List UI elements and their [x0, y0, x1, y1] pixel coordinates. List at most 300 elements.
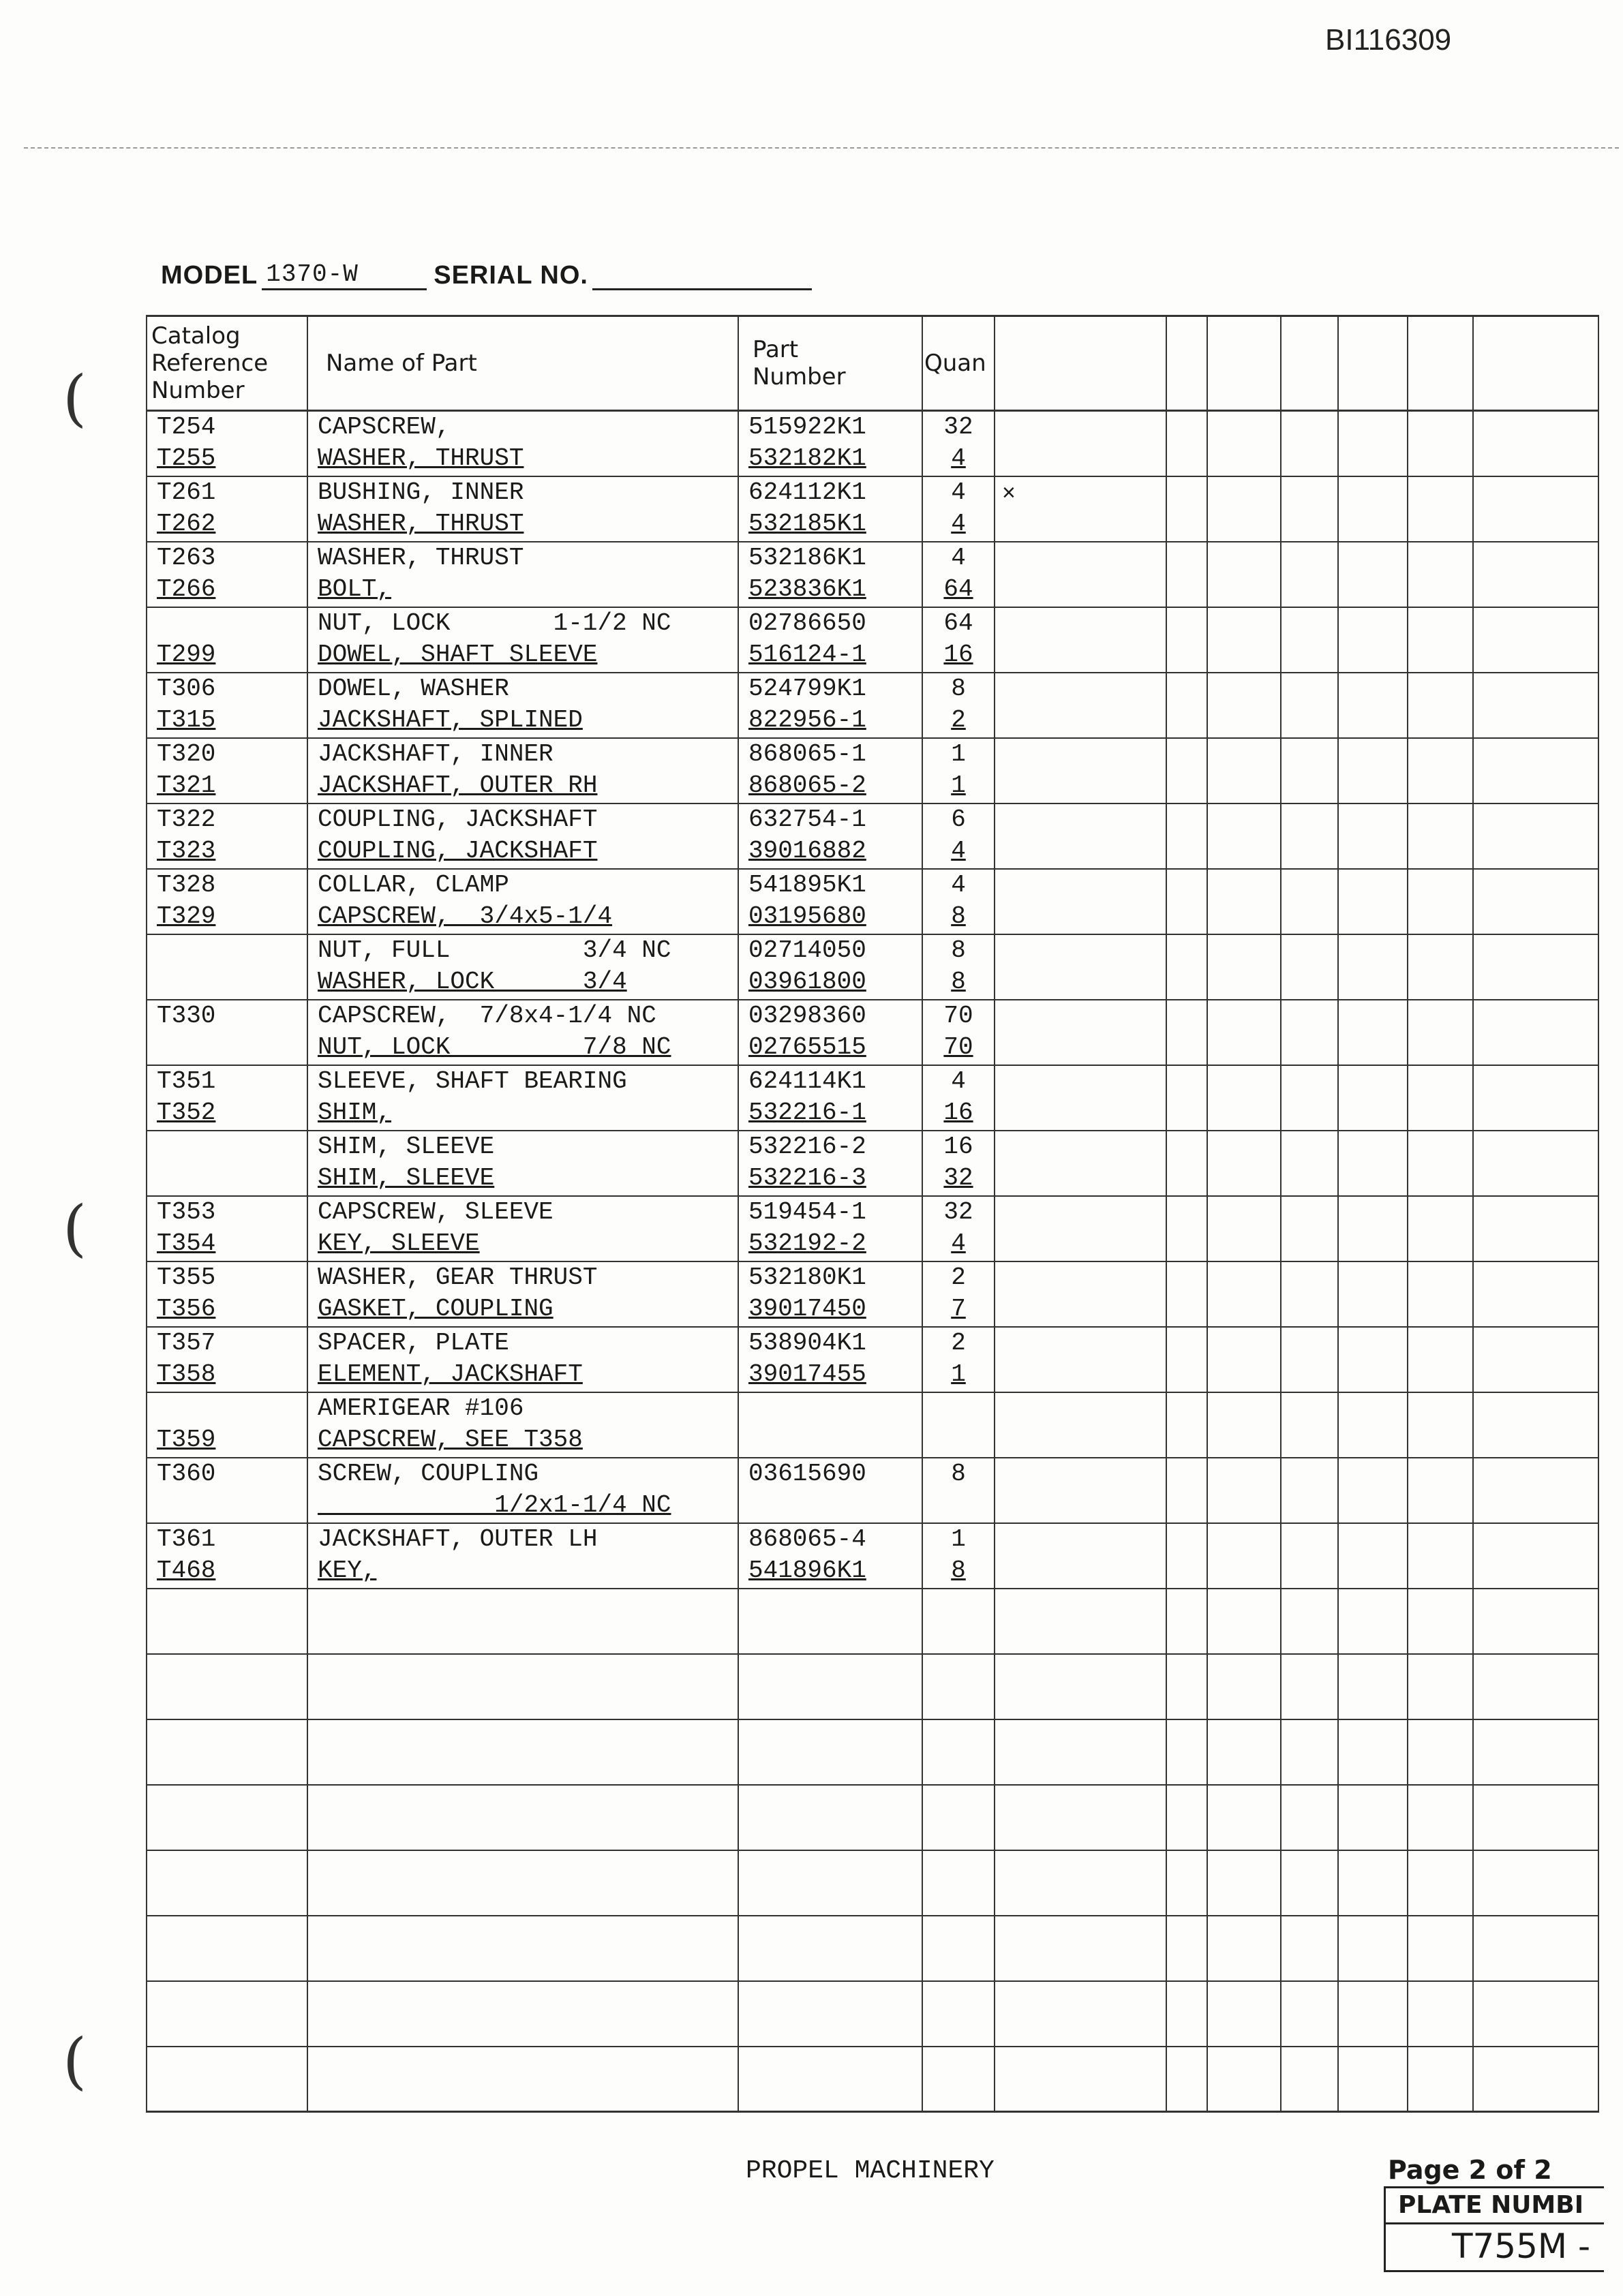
- blank-cell: [147, 1981, 307, 2047]
- quantity: 2: [951, 705, 966, 734]
- catalog-ref-cell: [147, 607, 307, 673]
- quantity-cell: [922, 934, 995, 1000]
- model-label: MODEL: [161, 261, 258, 290]
- catalog-ref: T359: [157, 1425, 216, 1454]
- part-name-cell: [307, 1261, 738, 1327]
- blank-cell: [1408, 869, 1473, 934]
- blank-cell: [147, 1850, 307, 1916]
- part-name: DOWEL, SHAFT SLEEVE: [318, 640, 598, 669]
- part-name: NUT, LOCK 1-1/2 NC: [318, 609, 671, 637]
- blank-cell: [147, 1589, 307, 1654]
- quantity: 32: [943, 1163, 973, 1192]
- blank-cell: [1207, 1261, 1281, 1327]
- part-name: WASHER, GEAR THRUST: [318, 1263, 598, 1291]
- blank-cell: [1408, 803, 1473, 869]
- table-row: [147, 1261, 1598, 1327]
- blank-cell: [1473, 934, 1598, 1000]
- empty-row: [147, 2047, 1598, 2112]
- table-row: [147, 934, 1598, 1000]
- blank-cell: [1207, 673, 1281, 738]
- part-number: 532182K1: [748, 444, 866, 472]
- quantity-cell: [922, 673, 995, 738]
- table-row: [147, 1458, 1598, 1523]
- blank-cell: [1473, 1392, 1598, 1458]
- part-name-cell: [307, 738, 738, 803]
- column-header-catalog: Catalog Reference Number: [147, 316, 307, 411]
- part-number: [739, 1490, 922, 1521]
- part-number: 39016882: [748, 836, 866, 865]
- part-number: 532186K1: [748, 543, 866, 572]
- note-cell: [995, 803, 1166, 869]
- blank-cell: [1338, 738, 1408, 803]
- part-number-cell: [738, 476, 922, 542]
- table-header-row: [147, 316, 1598, 411]
- part-number: 538904K1: [748, 1328, 866, 1357]
- table-row: [147, 673, 1598, 738]
- blank-cell: [1473, 803, 1598, 869]
- blank-cell: [1166, 1458, 1207, 1523]
- empty-row: [147, 1589, 1598, 1654]
- quantity: 64: [943, 575, 973, 603]
- blank-cell: [1281, 869, 1338, 934]
- blank-cell: [1473, 1131, 1598, 1196]
- quantity-cell: [922, 476, 995, 542]
- quantity-cell: [922, 1261, 995, 1327]
- part-name-cell: [307, 411, 738, 476]
- catalog-ref-cell: [147, 869, 307, 934]
- blank-cell: [1207, 1458, 1281, 1523]
- empty-row: [147, 1785, 1598, 1850]
- blank-cell: [1166, 934, 1207, 1000]
- part-number: 868065-2: [748, 771, 866, 799]
- quantity: 1: [951, 1525, 966, 1553]
- blank-cell: [1473, 1327, 1598, 1392]
- catalog-ref: T266: [157, 575, 216, 603]
- blank-cell: [922, 1850, 995, 1916]
- note-cell: [995, 411, 1166, 476]
- blank-cell: [1166, 1392, 1207, 1458]
- table-row: [147, 1392, 1598, 1458]
- quantity: 70: [943, 1001, 973, 1030]
- blank-cell: [1473, 1719, 1598, 1785]
- catalog-ref: T361: [157, 1525, 216, 1553]
- part-name-cell: [307, 1458, 738, 1523]
- catalog-ref: T360: [157, 1459, 216, 1488]
- catalog-ref: T358: [157, 1360, 216, 1388]
- blank-cell: [1166, 1261, 1207, 1327]
- catalog-ref: T315: [157, 705, 216, 734]
- plate-number: T755M -: [1451, 2226, 1590, 2266]
- blank-cell: [307, 1654, 738, 1719]
- blank-cell: [1281, 673, 1338, 738]
- blank-cell: [1473, 1981, 1598, 2047]
- blank-cell: [1166, 1196, 1207, 1261]
- catalog-ref-cell: [147, 1261, 307, 1327]
- blank-cell: [1207, 1654, 1281, 1719]
- part-name-cell: [307, 934, 738, 1000]
- part-number-cell: [738, 542, 922, 607]
- part-number-cell: [738, 1000, 922, 1065]
- blank-cell: [1166, 2047, 1207, 2112]
- part-name: WASHER, THRUST: [318, 543, 524, 572]
- blank-cell: [1473, 1261, 1598, 1327]
- blank-cell: [1408, 1000, 1473, 1065]
- blank-cell: [1408, 934, 1473, 1000]
- blank-cell: [1281, 1261, 1338, 1327]
- part-number: 532216-3: [748, 1163, 866, 1192]
- quantity: [923, 1424, 994, 1456]
- parts-table-body: [147, 411, 1598, 2112]
- blank-cell: [1281, 1458, 1338, 1523]
- blank-cell: [1281, 1392, 1338, 1458]
- blank-cell: [1281, 738, 1338, 803]
- catalog-ref: T354: [157, 1229, 216, 1257]
- blank-cell: [995, 1654, 1166, 1719]
- parts-table: [146, 315, 1599, 2113]
- note-cell: [995, 1196, 1166, 1261]
- blank-cell: [995, 1785, 1166, 1850]
- part-name: JACKSHAFT, OUTER RH: [318, 771, 598, 799]
- catalog-ref-cell: [147, 738, 307, 803]
- catalog-ref: T299: [157, 640, 216, 669]
- blank-cell: [1338, 1392, 1408, 1458]
- part-name-cell: [307, 476, 738, 542]
- blank-cell: [1207, 1981, 1281, 2047]
- part-number: 822956-1: [748, 705, 866, 734]
- blank-cell: [1207, 1000, 1281, 1065]
- catalog-ref: T261: [157, 478, 216, 506]
- blank-cell: [1338, 803, 1408, 869]
- blank-cell: [1338, 869, 1408, 934]
- blank-cell: [1281, 1196, 1338, 1261]
- blank-cell: [1281, 2047, 1338, 2112]
- part-number: 02714050: [748, 936, 866, 964]
- catalog-ref-cell: [147, 1196, 307, 1261]
- blank-cell: [1473, 1523, 1598, 1589]
- quantity: 4: [951, 543, 966, 572]
- blank-cell: [1473, 1000, 1598, 1065]
- quantity: 1: [951, 739, 966, 768]
- blank-cell: [1166, 803, 1207, 869]
- part-name: NUT, LOCK 7/8 NC: [318, 1032, 671, 1061]
- quantity-cell: [922, 869, 995, 934]
- catalog-ref: T306: [157, 674, 216, 703]
- blank-cell: [1338, 1000, 1408, 1065]
- blank-cell: [1408, 1392, 1473, 1458]
- part-number-cell: [738, 1392, 922, 1458]
- blank-cell: [1166, 476, 1207, 542]
- blank-cell: [1281, 1654, 1338, 1719]
- blank-cell: [1281, 476, 1338, 542]
- quantity: 64: [943, 609, 973, 637]
- blank-cell: [1338, 1785, 1408, 1850]
- blank-cell: [995, 1981, 1166, 2047]
- quantity: [923, 1490, 994, 1521]
- catalog-ref: T329: [157, 902, 216, 930]
- catalog-ref: T263: [157, 543, 216, 572]
- blank-cell: [1281, 1850, 1338, 1916]
- blank-cell: [738, 1981, 922, 2047]
- part-number: 39017455: [748, 1360, 866, 1388]
- part-number: 03298360: [748, 1001, 866, 1030]
- part-name: CAPSCREW, 3/4x5-1/4: [318, 902, 613, 930]
- serial-value: [592, 261, 812, 290]
- blank-cell: [1473, 1916, 1598, 1981]
- note-cell: [995, 934, 1166, 1000]
- blank-cell: [1281, 1523, 1338, 1589]
- section-title: PROPEL MACHINERY: [746, 2156, 995, 2186]
- catalog-ref: T321: [157, 771, 216, 799]
- catalog-ref: [147, 1163, 307, 1194]
- quantity-cell: [922, 1523, 995, 1589]
- catalog-ref-cell: [147, 1065, 307, 1131]
- part-name-cell: [307, 1000, 738, 1065]
- part-name: ELEMENT, JACKSHAFT: [318, 1360, 583, 1388]
- blank-cell: [1338, 607, 1408, 673]
- part-number-cell: [738, 411, 922, 476]
- part-number: 02786650: [748, 609, 866, 637]
- part-number-cell: [738, 1458, 922, 1523]
- part-number: 519454-1: [748, 1197, 866, 1226]
- quantity: 8: [951, 936, 966, 964]
- check-mark: ×: [1002, 479, 1016, 506]
- catalog-ref: T357: [157, 1328, 216, 1357]
- catalog-ref-cell: [147, 1131, 307, 1196]
- column-header-blank: [1166, 316, 1207, 411]
- blank-cell: [1281, 803, 1338, 869]
- catalog-ref: T328: [157, 870, 216, 899]
- part-name: DOWEL, WASHER: [318, 674, 509, 703]
- blank-cell: [1473, 411, 1598, 476]
- part-number: 03195680: [748, 902, 866, 930]
- blank-cell: [1207, 803, 1281, 869]
- part-name: COUPLING, JACKSHAFT: [318, 805, 598, 833]
- quantity: 16: [943, 640, 973, 669]
- model-serial-line: [161, 249, 819, 290]
- blank-cell: [307, 1916, 738, 1981]
- blank-cell: [1281, 1327, 1338, 1392]
- table-row: [147, 1000, 1598, 1065]
- quantity: 16: [943, 1132, 973, 1161]
- serial-label: SERIAL NO.: [434, 261, 588, 290]
- quantity: 7: [951, 1294, 966, 1323]
- catalog-ref: [147, 1490, 307, 1521]
- blank-cell: [1281, 1981, 1338, 2047]
- catalog-ref: T355: [157, 1263, 216, 1291]
- part-number-cell: [738, 1065, 922, 1131]
- blank-cell: [1338, 1916, 1408, 1981]
- blank-cell: [1338, 1719, 1408, 1785]
- blank-cell: [1408, 607, 1473, 673]
- quantity-cell: [922, 1392, 995, 1458]
- part-number: [739, 1424, 922, 1456]
- quantity: 4: [951, 870, 966, 899]
- blank-cell: [1408, 1065, 1473, 1131]
- blank-cell: [1408, 673, 1473, 738]
- blank-cell: [1473, 476, 1598, 542]
- part-number: 624114K1: [748, 1067, 866, 1095]
- part-name: COLLAR, CLAMP: [318, 870, 509, 899]
- part-number: 532216-1: [748, 1098, 866, 1127]
- plate-label: PLATE NUMBI: [1386, 2188, 1604, 2224]
- blank-cell: [1166, 673, 1207, 738]
- blank-cell: [307, 2047, 738, 2112]
- blank-cell: [1166, 738, 1207, 803]
- blank-cell: [1281, 1000, 1338, 1065]
- quantity: 8: [951, 674, 966, 703]
- blank-cell: [922, 1719, 995, 1785]
- part-name-cell: [307, 803, 738, 869]
- blank-cell: [1166, 1785, 1207, 1850]
- blank-cell: [1207, 1327, 1281, 1392]
- catalog-ref: [147, 935, 307, 966]
- blank-cell: [1408, 1719, 1473, 1785]
- part-number: 524799K1: [748, 674, 866, 703]
- note-cell: [995, 607, 1166, 673]
- quantity-cell: [922, 803, 995, 869]
- part-number: 532180K1: [748, 1263, 866, 1291]
- quantity: 4: [951, 836, 966, 865]
- blank-cell: [1338, 1327, 1408, 1392]
- blank-cell: [1281, 934, 1338, 1000]
- blank-cell: [1281, 607, 1338, 673]
- part-number-cell: [738, 1327, 922, 1392]
- part-name: WASHER, LOCK 3/4: [318, 967, 627, 996]
- blank-cell: [307, 1850, 738, 1916]
- quantity: 4: [951, 478, 966, 506]
- part-number-cell: [738, 738, 922, 803]
- blank-cell: [922, 1785, 995, 1850]
- blank-cell: [738, 1916, 922, 1981]
- quantity: 2: [951, 1328, 966, 1357]
- part-name: CAPSCREW, SEE T358: [318, 1425, 583, 1454]
- part-name-cell: [307, 607, 738, 673]
- blank-cell: [922, 2047, 995, 2112]
- blank-cell: [1207, 738, 1281, 803]
- empty-row: [147, 1654, 1598, 1719]
- blank-cell: [1166, 1654, 1207, 1719]
- blank-cell: [1207, 607, 1281, 673]
- part-name: JACKSHAFT, INNER: [318, 739, 553, 768]
- page-indicator: Page 2 of 2: [1388, 2155, 1552, 2185]
- blank-cell: [1338, 2047, 1408, 2112]
- quantity: 4: [951, 509, 966, 538]
- part-name: CAPSCREW, SLEEVE: [318, 1197, 553, 1226]
- blank-cell: [1473, 542, 1598, 607]
- part-number: 523836K1: [748, 575, 866, 603]
- blank-cell: [307, 1785, 738, 1850]
- catalog-ref: T255: [157, 444, 216, 472]
- blank-cell: [1207, 1131, 1281, 1196]
- part-name: WASHER, THRUST: [318, 509, 524, 538]
- blank-cell: [1338, 673, 1408, 738]
- document-id: BI116309: [1325, 23, 1452, 57]
- blank-cell: [1207, 1785, 1281, 1850]
- blank-cell: [1338, 1981, 1408, 2047]
- part-number: 532216-2: [748, 1132, 866, 1161]
- table-row: [147, 1327, 1598, 1392]
- blank-cell: [995, 2047, 1166, 2112]
- note-cell: [995, 1261, 1166, 1327]
- part-name: SHIM, SLEEVE: [318, 1132, 495, 1161]
- column-header-blank: [1338, 316, 1408, 411]
- catalog-ref: T353: [157, 1197, 216, 1226]
- part-number: [739, 1393, 922, 1424]
- blank-cell: [995, 1850, 1166, 1916]
- column-header-blank: [1408, 316, 1473, 411]
- part-name-cell: [307, 1196, 738, 1261]
- catalog-ref-cell: [147, 1392, 307, 1458]
- blank-cell: [738, 1589, 922, 1654]
- quantity: 4: [951, 444, 966, 472]
- note-cell: [995, 869, 1166, 934]
- catalog-ref: [147, 608, 307, 639]
- catalog-ref: [147, 1131, 307, 1163]
- part-number-cell: [738, 1523, 922, 1589]
- note-cell: [995, 1327, 1166, 1392]
- part-name-cell: [307, 1131, 738, 1196]
- blank-cell: [1338, 1458, 1408, 1523]
- blank-cell: [1338, 1589, 1408, 1654]
- part-name: CAPSCREW, 7/8x4-1/4 NC: [318, 1001, 656, 1030]
- table-row: [147, 411, 1598, 476]
- blank-cell: [1473, 869, 1598, 934]
- blank-cell: [1166, 411, 1207, 476]
- blank-cell: [1408, 1981, 1473, 2047]
- blank-cell: [1166, 1719, 1207, 1785]
- part-name: SHIM, SLEEVE: [318, 1163, 495, 1192]
- catalog-ref-cell: [147, 411, 307, 476]
- blank-cell: [147, 1785, 307, 1850]
- blank-cell: [922, 1654, 995, 1719]
- blank-cell: [1408, 1327, 1473, 1392]
- quantity: 8: [951, 1459, 966, 1488]
- catalog-ref: T322: [157, 805, 216, 833]
- part-name: SLEEVE, SHAFT BEARING: [318, 1067, 627, 1095]
- blank-cell: [1338, 934, 1408, 1000]
- blank-cell: [1408, 476, 1473, 542]
- blank-cell: [1473, 673, 1598, 738]
- catalog-ref: T262: [157, 509, 216, 538]
- blank-cell: [738, 1654, 922, 1719]
- blank-cell: [1408, 1654, 1473, 1719]
- part-number-cell: [738, 1196, 922, 1261]
- catalog-ref: T351: [157, 1067, 216, 1095]
- model-value: 1370-W: [262, 260, 427, 290]
- column-header-blank: [1281, 316, 1338, 411]
- blank-cell: [1408, 1458, 1473, 1523]
- catalog-ref: T352: [157, 1098, 216, 1127]
- part-number: 532185K1: [748, 509, 866, 538]
- part-name: WASHER, THRUST: [318, 444, 524, 472]
- quantity-cell: [922, 1131, 995, 1196]
- part-name-cell: [307, 1327, 738, 1392]
- quantity: 6: [951, 805, 966, 833]
- blank-cell: [922, 1916, 995, 1981]
- blank-cell: [1281, 1065, 1338, 1131]
- part-number-cell: [738, 1131, 922, 1196]
- table-row: [147, 869, 1598, 934]
- blank-cell: [1166, 869, 1207, 934]
- blank-cell: [1338, 1261, 1408, 1327]
- blank-cell: [1207, 1850, 1281, 1916]
- part-number: 515922K1: [748, 413, 866, 441]
- quantity-cell: [922, 1000, 995, 1065]
- part-number: 03961800: [748, 967, 866, 996]
- blank-cell: [1166, 1065, 1207, 1131]
- quantity-cell: [922, 1458, 995, 1523]
- blank-cell: [1207, 1589, 1281, 1654]
